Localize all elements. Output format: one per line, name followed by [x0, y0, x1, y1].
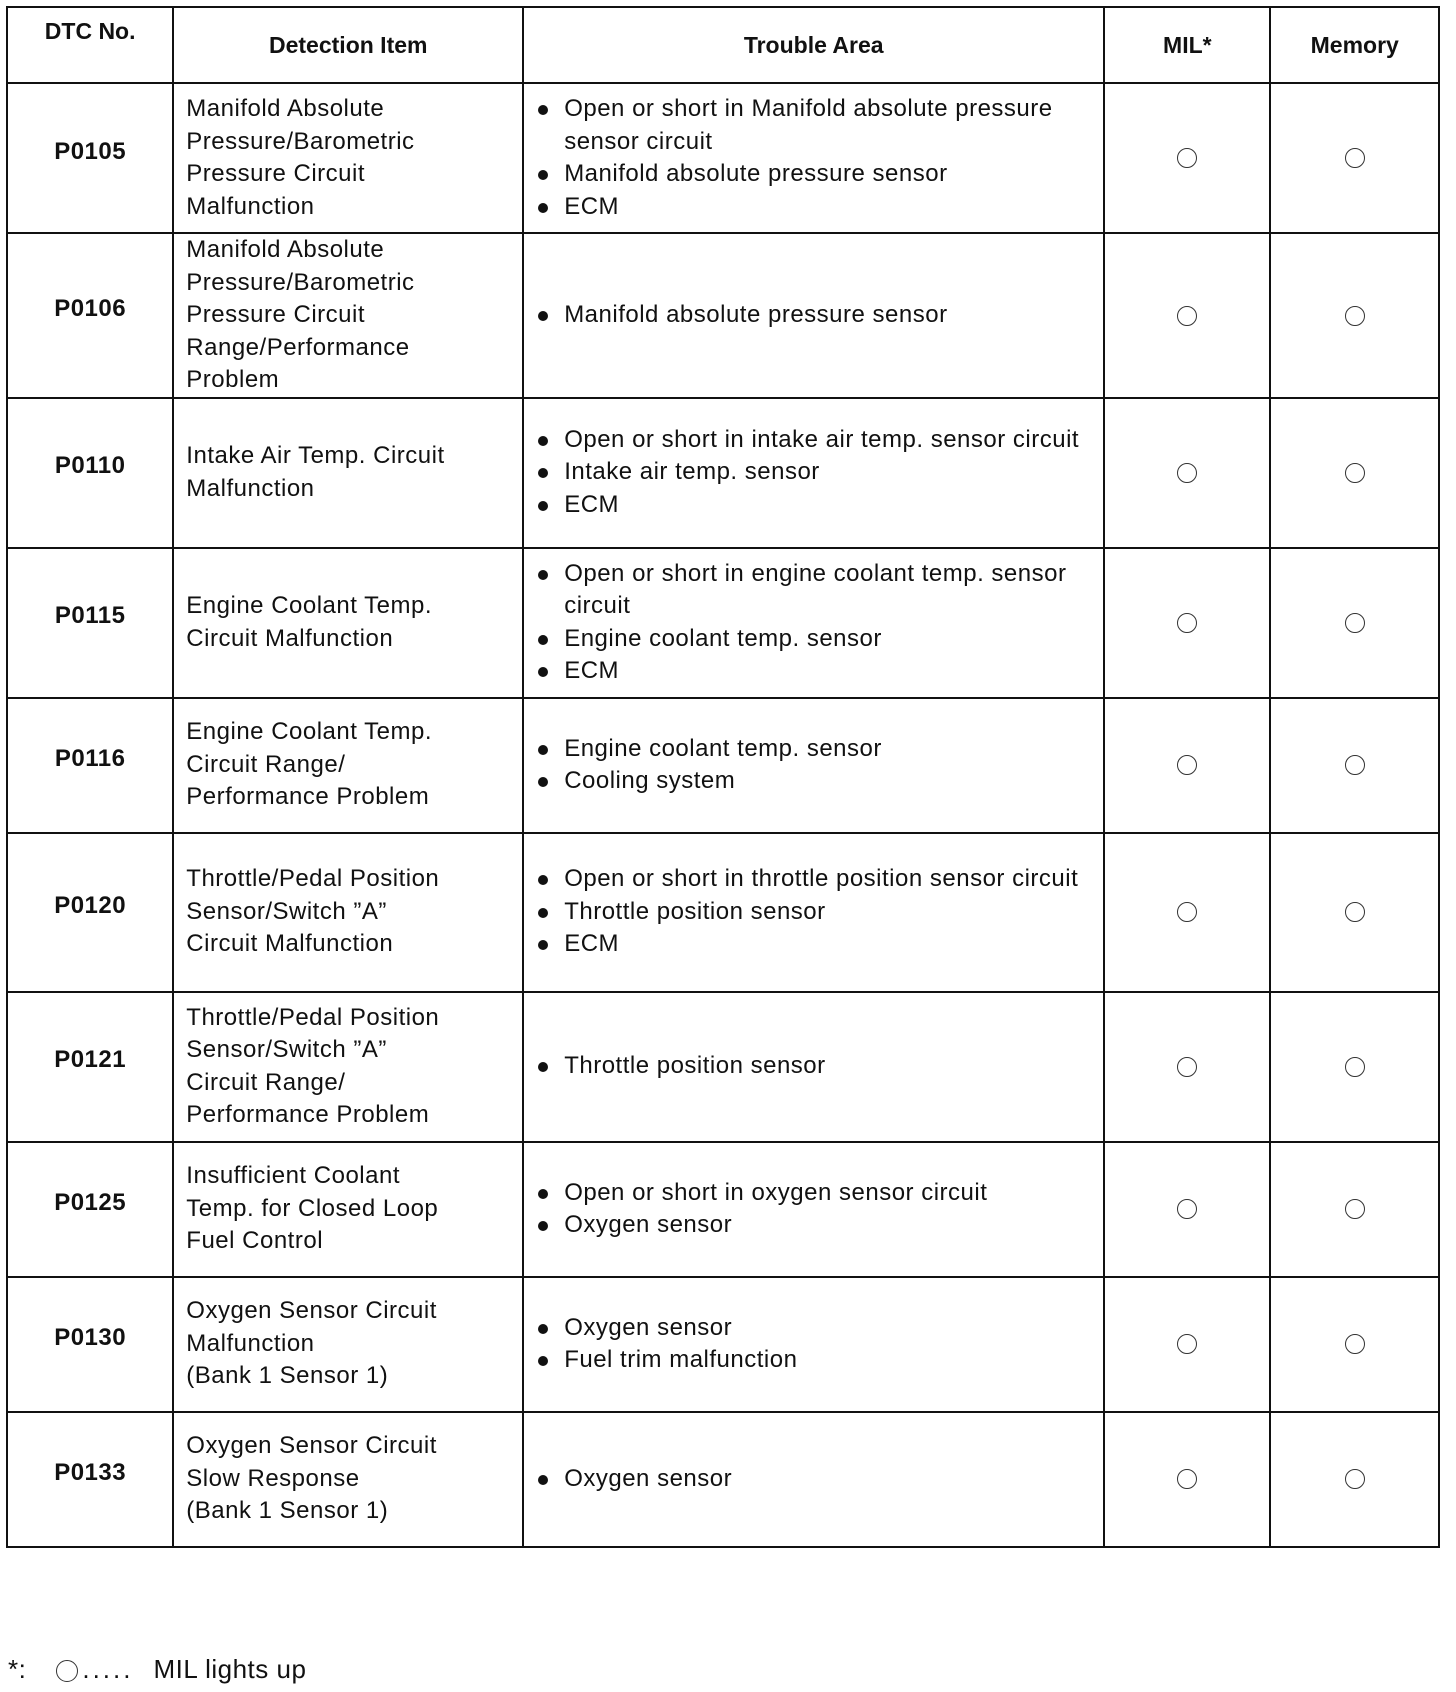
detection-item-line: Circuit Range/ — [186, 750, 346, 778]
bullet-icon — [538, 908, 548, 918]
dtc-code: P0133 — [7, 1412, 173, 1547]
detection-item-line: Oxygen Sensor Circuit — [186, 1297, 437, 1325]
detection-item-line: Intake Air Temp. Circuit — [186, 442, 445, 469]
detection-item-line: Insufficient Coolant — [186, 1162, 400, 1190]
table-row — [7, 698, 1439, 833]
mil-cell — [1104, 698, 1270, 833]
memory-cell — [1270, 1142, 1439, 1277]
mil-cell — [1104, 1412, 1270, 1547]
bullet-icon — [538, 1221, 548, 1231]
trouble-area-text: Engine coolant temp. sensor — [564, 734, 882, 762]
circle-mark-icon — [1345, 148, 1365, 168]
bullet-icon — [538, 1324, 548, 1334]
trouble-area-text: Open or short in engine coolant temp. sensor circuit — [564, 559, 1067, 619]
header-trouble-area: Trouble Area — [523, 7, 1104, 83]
circle-mark-icon — [1177, 755, 1197, 775]
bullet-icon — [538, 203, 548, 213]
mil-cell — [1104, 833, 1270, 992]
detection-item — [173, 1277, 523, 1412]
trouble-area-item — [534, 1344, 1103, 1377]
circle-mark-icon — [1345, 902, 1365, 922]
table-row — [7, 1142, 1439, 1277]
detection-item-line: Slow Response — [186, 1464, 360, 1492]
trouble-area-item — [534, 863, 1103, 896]
trouble-area-text: Throttle position sensor — [564, 897, 826, 925]
mil-cell — [1104, 83, 1270, 233]
circle-mark-icon — [1177, 306, 1197, 326]
circle-mark-icon — [1177, 1199, 1197, 1219]
header-detection-item: Detection Item — [173, 7, 523, 83]
footnote — [8, 1654, 306, 1685]
detection-item-line: Temp. for Closed Loop — [186, 1194, 439, 1222]
footnote-text: MIL lights up — [153, 1654, 307, 1684]
detection-item-line: Malfunction — [186, 474, 315, 502]
circle-mark-icon — [1177, 1057, 1197, 1077]
trouble-area — [523, 233, 1104, 398]
dtc-code: P0125 — [7, 1142, 173, 1277]
memory-cell — [1270, 83, 1439, 233]
trouble-area-item — [534, 1050, 1103, 1083]
bullet-icon — [538, 170, 548, 180]
detection-item-line: Pressure Circuit — [186, 301, 366, 328]
trouble-area-text: Manifold absolute pressure sensor — [564, 160, 948, 187]
detection-item-line: Manifold Absolute — [186, 95, 385, 122]
circle-mark-icon — [1345, 1469, 1365, 1489]
bullet-icon — [538, 501, 548, 511]
circle-mark-icon — [1345, 613, 1365, 633]
trouble-area-text: Oxygen sensor — [564, 1464, 733, 1492]
memory-cell — [1270, 992, 1439, 1142]
trouble-area-text: Engine coolant temp. sensor — [564, 624, 882, 652]
trouble-area-item — [534, 928, 1103, 961]
dtc-code: P0115 — [7, 548, 173, 698]
bullet-icon — [538, 745, 548, 755]
trouble-area — [523, 1277, 1104, 1412]
mil-cell — [1104, 398, 1270, 548]
detection-item — [173, 398, 523, 548]
dtc-code: P0106 — [7, 233, 173, 398]
memory-cell — [1270, 233, 1439, 398]
dtc-code: P0105 — [7, 83, 173, 233]
detection-item-line: Pressure/Barometric — [186, 268, 415, 296]
circle-mark-icon — [1177, 902, 1197, 922]
detection-item-line: Performance Problem — [186, 1101, 430, 1128]
memory-cell — [1270, 698, 1439, 833]
circle-mark-icon — [1345, 463, 1365, 483]
dtc-code: P0110 — [7, 398, 173, 548]
trouble-area-text: Throttle position sensor — [564, 1052, 826, 1080]
table-row — [7, 398, 1439, 548]
bullet-icon — [538, 468, 548, 478]
header-mil: MIL* — [1104, 7, 1270, 83]
detection-item-line: (Bank 1 Sensor 1) — [186, 1362, 389, 1390]
detection-item — [173, 1412, 523, 1547]
trouble-area-item — [534, 1209, 1103, 1242]
trouble-area — [523, 1142, 1104, 1277]
detection-item — [173, 1142, 523, 1277]
header-memory: Memory — [1270, 7, 1439, 83]
detection-item — [173, 992, 523, 1142]
detection-item-line: Malfunction — [186, 1329, 315, 1357]
header-dtc-no: DTC No. — [7, 7, 173, 83]
detection-item-line: Malfunction — [186, 192, 315, 220]
trouble-area-item — [534, 299, 1103, 332]
detection-item-line: Throttle/Pedal Position — [186, 1003, 440, 1031]
detection-item-line: Performance Problem — [186, 783, 430, 811]
table-row — [7, 992, 1439, 1142]
detection-item-line: Problem — [186, 366, 280, 393]
bullet-icon — [538, 1189, 548, 1199]
bullet-icon — [538, 105, 548, 115]
memory-cell — [1270, 1412, 1439, 1547]
trouble-area-item — [534, 93, 1103, 158]
bullet-icon — [538, 667, 548, 677]
trouble-area-text: Oxygen sensor — [564, 1313, 733, 1341]
detection-item-line: Range/Performance — [186, 333, 410, 361]
mil-cell — [1104, 1277, 1270, 1412]
detection-item-line: Throttle/Pedal Position — [186, 865, 440, 893]
mil-cell — [1104, 233, 1270, 398]
trouble-area-text: Open or short in Manifold absolute pressure sensor circuit — [564, 95, 1053, 155]
circle-mark-icon — [1345, 306, 1365, 326]
bullet-icon — [538, 570, 548, 580]
detection-item-line: Sensor/Switch ”A” — [186, 1036, 387, 1063]
memory-cell — [1270, 548, 1439, 698]
detection-item-line: Engine Coolant Temp. — [186, 592, 433, 619]
trouble-area-text: Oxygen sensor — [564, 1211, 733, 1238]
detection-item-line: Circuit Malfunction — [186, 624, 394, 652]
detection-item — [173, 548, 523, 698]
bullet-icon — [538, 436, 548, 446]
detection-item-line: Circuit Malfunction — [186, 930, 394, 958]
trouble-area-item — [534, 456, 1103, 489]
memory-cell — [1270, 833, 1439, 992]
mil-cell — [1104, 1142, 1270, 1277]
trouble-area-item — [534, 1177, 1103, 1210]
dtc-code: P0130 — [7, 1277, 173, 1412]
circle-mark-icon — [1345, 1334, 1365, 1354]
trouble-area-text: Manifold absolute pressure sensor — [564, 301, 948, 328]
trouble-area-item — [534, 558, 1103, 623]
table-body — [7, 83, 1439, 1547]
circle-mark-icon — [1177, 148, 1197, 168]
trouble-area-item — [534, 623, 1103, 656]
circle-mark-icon — [1177, 463, 1197, 483]
bullet-icon — [538, 875, 548, 885]
circle-mark-icon — [1345, 755, 1365, 775]
memory-cell — [1270, 1277, 1439, 1412]
footnote-marker: *: — [8, 1654, 27, 1684]
trouble-area-item — [534, 489, 1103, 522]
bullet-icon — [538, 635, 548, 645]
bullet-icon — [538, 777, 548, 787]
detection-item — [173, 233, 523, 398]
mil-cell — [1104, 548, 1270, 698]
trouble-area-item — [534, 765, 1103, 798]
detection-item-line: Fuel Control — [186, 1227, 324, 1255]
detection-item-line: (Bank 1 Sensor 1) — [186, 1497, 389, 1525]
detection-item — [173, 83, 523, 233]
bullet-icon — [538, 1356, 548, 1366]
circle-mark-icon — [1177, 1334, 1197, 1354]
detection-item — [173, 833, 523, 992]
trouble-area — [523, 1412, 1104, 1547]
detection-item-line: Oxygen Sensor Circuit — [186, 1432, 437, 1460]
mil-cell — [1104, 992, 1270, 1142]
table-row — [7, 833, 1439, 992]
trouble-area-item — [534, 424, 1103, 457]
trouble-area — [523, 698, 1104, 833]
detection-item-line: Pressure Circuit — [186, 160, 366, 187]
trouble-area-item — [534, 191, 1103, 224]
trouble-area-text: Cooling system — [564, 767, 736, 794]
circle-mark-icon — [1177, 613, 1197, 633]
table-row — [7, 1277, 1439, 1412]
footnote-dots: ..... — [82, 1654, 134, 1684]
trouble-area-item — [534, 733, 1103, 766]
table-row — [7, 548, 1439, 698]
detection-item-line: Sensor/Switch ”A” — [186, 897, 387, 925]
memory-cell — [1270, 398, 1439, 548]
table-row — [7, 83, 1439, 233]
trouble-area-item — [534, 1463, 1103, 1496]
trouble-area-item — [534, 158, 1103, 191]
table-row — [7, 1412, 1439, 1547]
circle-mark-icon — [1345, 1057, 1365, 1077]
trouble-area — [523, 833, 1104, 992]
bullet-icon — [538, 1475, 548, 1485]
dtc-code: P0116 — [7, 698, 173, 833]
circle-mark-icon — [1177, 1469, 1197, 1489]
trouble-area-text: ECM — [564, 192, 620, 220]
dtc-code: P0121 — [7, 992, 173, 1142]
trouble-area — [523, 83, 1104, 233]
trouble-area — [523, 992, 1104, 1142]
trouble-area-text: ECM — [564, 930, 620, 958]
detection-item-line: Engine Coolant Temp. — [186, 718, 433, 746]
bullet-icon — [538, 940, 548, 950]
bullet-icon — [538, 311, 548, 321]
dtc-code: P0120 — [7, 833, 173, 992]
detection-item — [173, 698, 523, 833]
detection-item-line: Pressure/Barometric — [186, 127, 415, 155]
trouble-area-text: Intake air temp. sensor — [564, 458, 820, 486]
bullet-icon — [538, 1062, 548, 1072]
trouble-area — [523, 548, 1104, 698]
circle-mark-icon — [1345, 1199, 1365, 1219]
trouble-area-item — [534, 655, 1103, 688]
circle-mark-icon — [56, 1660, 78, 1682]
trouble-area-text: Open or short in throttle position sensor circuit — [564, 865, 1079, 893]
trouble-area-text: Fuel trim malfunction — [564, 1346, 798, 1373]
dtc-table — [6, 6, 1440, 1548]
header-row — [7, 7, 1439, 83]
detection-item-line: Manifold Absolute — [186, 236, 385, 263]
trouble-area-text: Open or short in oxygen sensor circuit — [564, 1178, 988, 1206]
detection-item-line: Circuit Range/ — [186, 1068, 346, 1096]
table-row — [7, 233, 1439, 398]
trouble-area-item — [534, 1312, 1103, 1345]
trouble-area — [523, 398, 1104, 548]
trouble-area-text: ECM — [564, 657, 620, 684]
trouble-area-text: Open or short in intake air temp. sensor circuit — [564, 425, 1080, 453]
trouble-area-text: ECM — [564, 490, 620, 518]
trouble-area-item — [534, 896, 1103, 929]
